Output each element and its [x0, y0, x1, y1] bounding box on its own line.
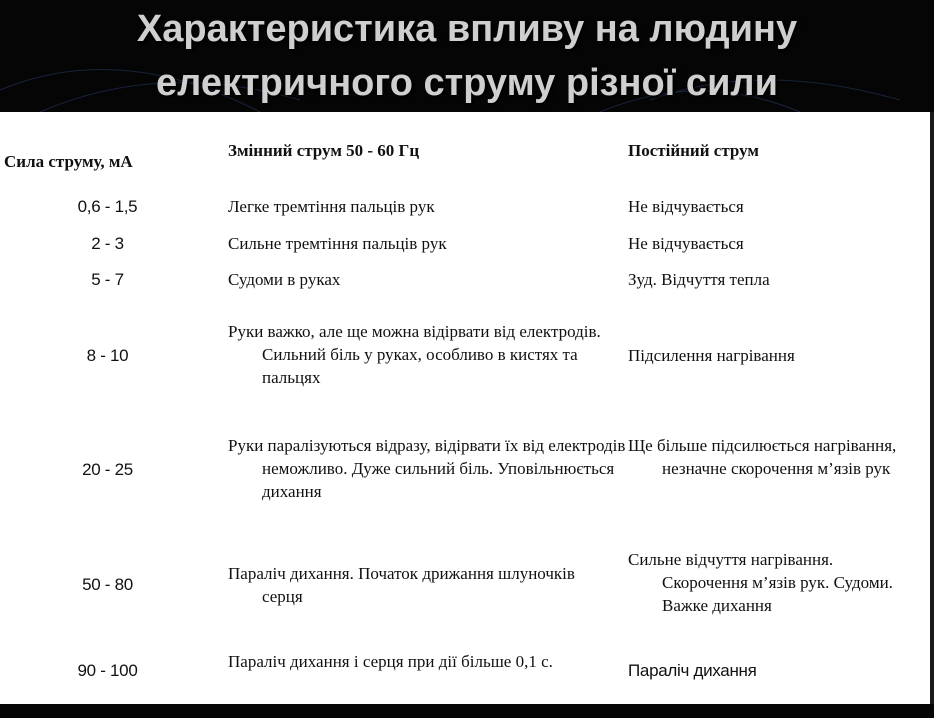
row-5-current: 20 - 25	[82, 460, 133, 479]
table-area	[0, 112, 930, 704]
row-2-current: 2 - 3	[91, 234, 124, 253]
row-3-dc: Зуд. Відчуття тепла	[628, 270, 770, 289]
bottom-bar	[0, 704, 934, 718]
row-6-dc: Сильне відчуття нагрівання. Скорочення м’язів рук. Судоми. Важке дихання	[628, 550, 893, 615]
row-4-ac: Руки важко, але ще можна відірвати від електродів. Сильний біль у руках, особливо в кистях та пальцях	[228, 322, 601, 387]
row-2-ac: Сильне тремтіння пальців рук	[228, 234, 447, 253]
row-7-dc: Параліч дихання	[628, 661, 757, 680]
slide-title-line-1: Характеристика впливу на людину	[136, 8, 798, 50]
row-3-current: 5 - 7	[91, 270, 124, 289]
header-ac: Змінний струм 50 - 60 Гц	[228, 141, 420, 160]
row-4-current: 8 - 10	[86, 346, 129, 365]
row-3-ac: Судоми в руках	[228, 270, 341, 289]
row-5-dc: Ще більше підсилюється нагрівання, незначне скорочення м’язів рук	[628, 436, 897, 478]
right-edge	[930, 112, 934, 704]
title-bar	[0, 0, 934, 112]
row-4-dc: Підсилення нагрівання	[628, 346, 795, 365]
slide-title-line-2: електричного струму різної сили	[156, 62, 778, 104]
header-current: Сила струму, мА	[4, 152, 133, 171]
slide-title	[0, 2, 934, 110]
row-6-current: 50 - 80	[82, 575, 133, 594]
row-6-ac: Параліч дихання. Початок дрижання шлуночків серця	[228, 564, 575, 606]
row-2-dc: Не відчувається	[628, 234, 744, 253]
row-5-ac: Руки паралізуються відразу, відірвати їх від електродів неможливо. Дуже сильний біль. Уповільнюється дихання	[228, 436, 626, 501]
header-dc: Постійний струм	[628, 141, 759, 160]
row-1-current: 0,6 - 1,5	[77, 197, 138, 216]
row-1-ac: Легке тремтіння пальців рук	[228, 197, 435, 216]
row-7-ac: Параліч дихання і серця при дії більше 0,1 с.	[228, 652, 553, 671]
row-7-current: 90 - 100	[77, 661, 138, 680]
row-1-dc: Не відчувається	[628, 197, 744, 216]
